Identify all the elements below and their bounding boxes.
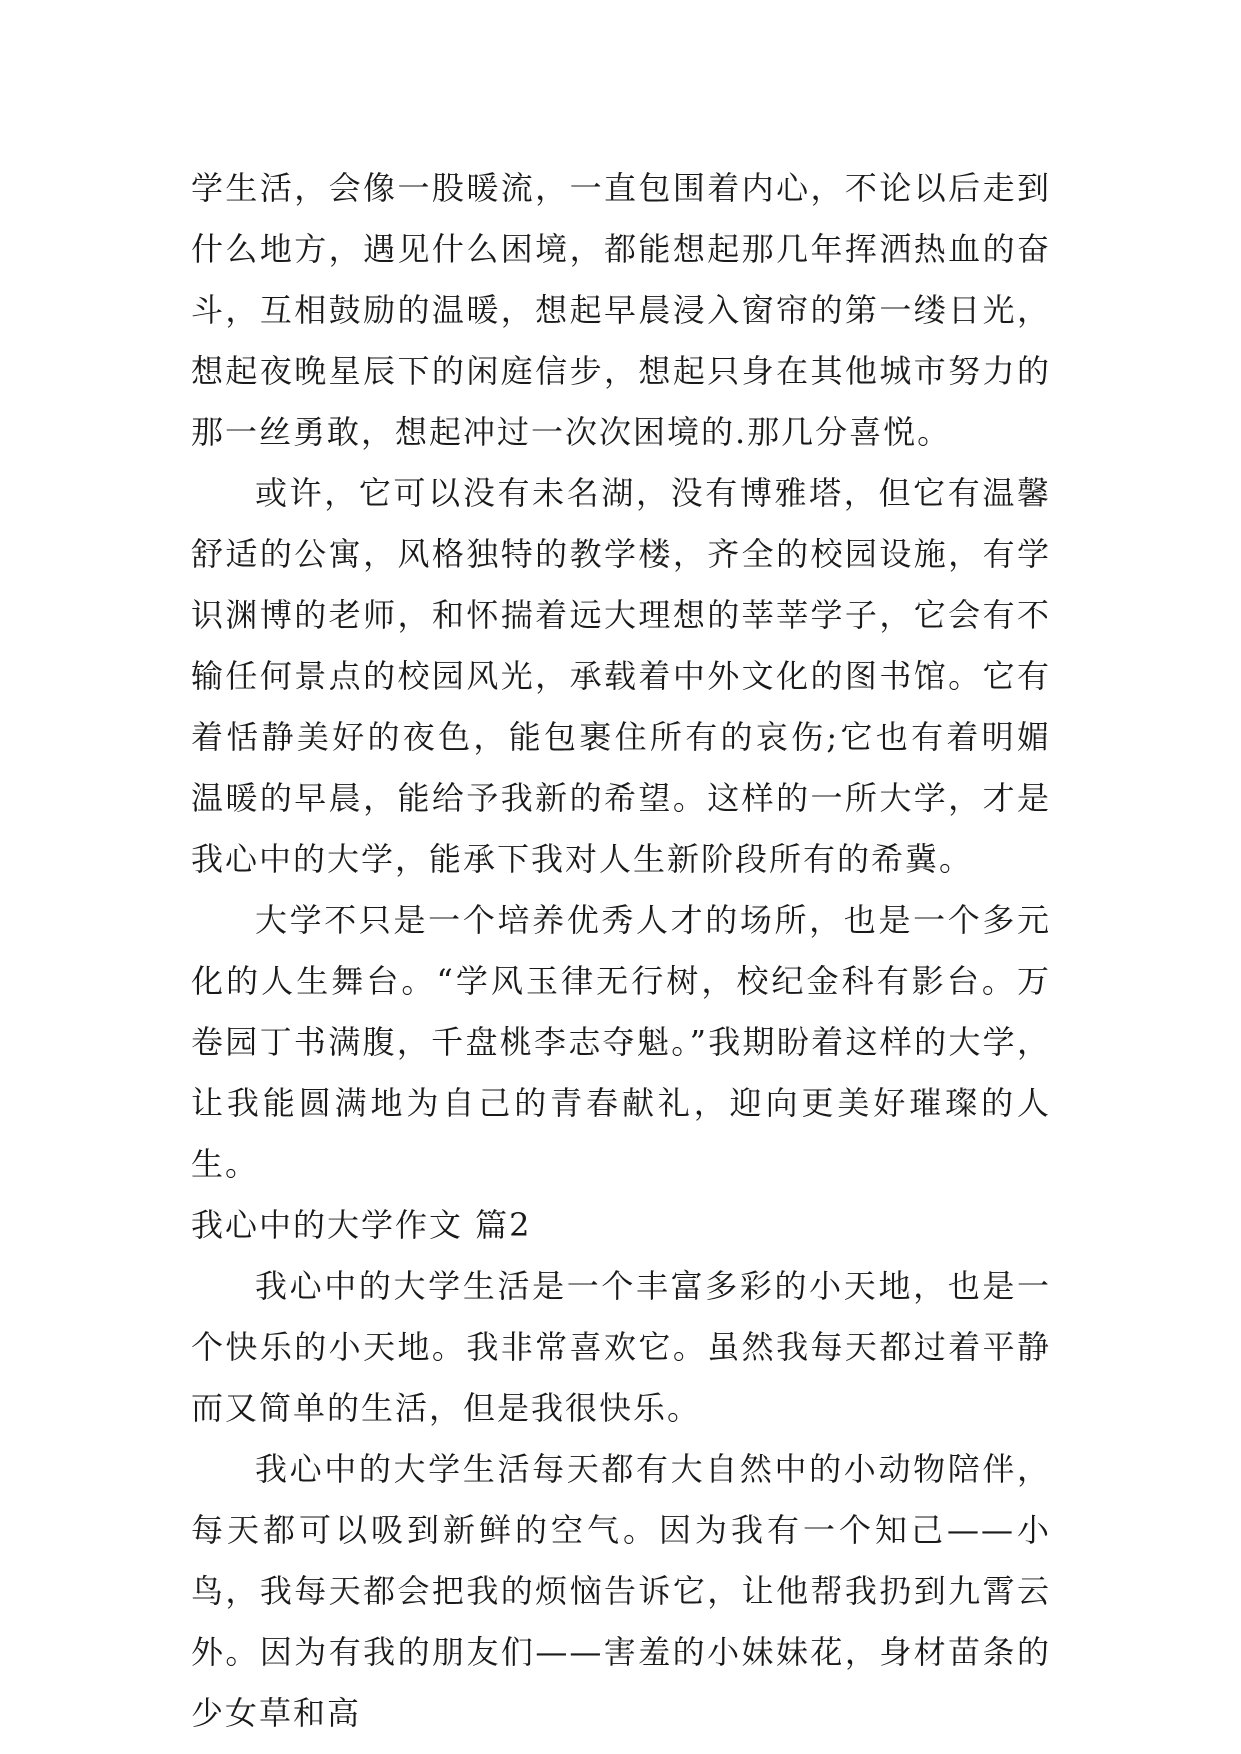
paragraph-1: 学生活，会像一股暖流，一直包围着内心，不论以后走到什么地方，遇见什么困境，都能想起那几年挥洒热血的奋斗，互相鼓励的温暖，想起早晨浸入窗帘的第一缕日光，想起夜晚星辰下的闲庭信步，想起只身在其他城市努力的那一丝勇敢，想起冲过一次次困境的.那几分喜悦。 [191, 169, 1051, 451]
paragraph-3: 大学不只是一个培养优秀人才的场所，也是一个多元化的人生舞台。“学风玉律无行树，校纪金科有影台。万卷园丁书满腹，千盘桃李志夺魁。”我期盼着这样的大学，让我能圆满地为自己的青春献礼，迎向更美好璀璨的人生。 [191, 901, 1051, 1183]
section-heading: 我心中的大学作文 篇2 [191, 1206, 532, 1244]
paragraph-4: 我心中的大学生活是一个丰富多彩的小天地，也是一个快乐的小天地。我非常喜欢它。虽然我每天都过着平静而又简单的生活，但是我很快乐。 [191, 1267, 1051, 1427]
document-body [191, 158, 1051, 1744]
paragraph-2: 或许，它可以没有未名湖，没有博雅塔，但它有温馨舒适的公寓，风格独特的教学楼，齐全的校园设施，有学识渊博的老师，和怀揣着远大理想的莘莘学子，它会有不输任何景点的校园风光，承载着中外文化的图书馆。它有着恬静美好的夜色，能包裹住所有的哀伤;它也有着明媚温暖的早晨，能给予我新的希望。这样的一所大学，才是我心中的大学，能承下我对人生新阶段所有的希冀。 [191, 474, 1051, 878]
paragraph-5: 我心中的大学生活每天都有大自然中的小动物陪伴，每天都可以吸到新鲜的空气。因为我有一个知己——小鸟，我每天都会把我的烦恼告诉它，让他帮我扔到九霄云外。因为有我的朋友们——害羞的小妹妹花，身材苗条的少女草和高 [191, 1450, 1051, 1732]
